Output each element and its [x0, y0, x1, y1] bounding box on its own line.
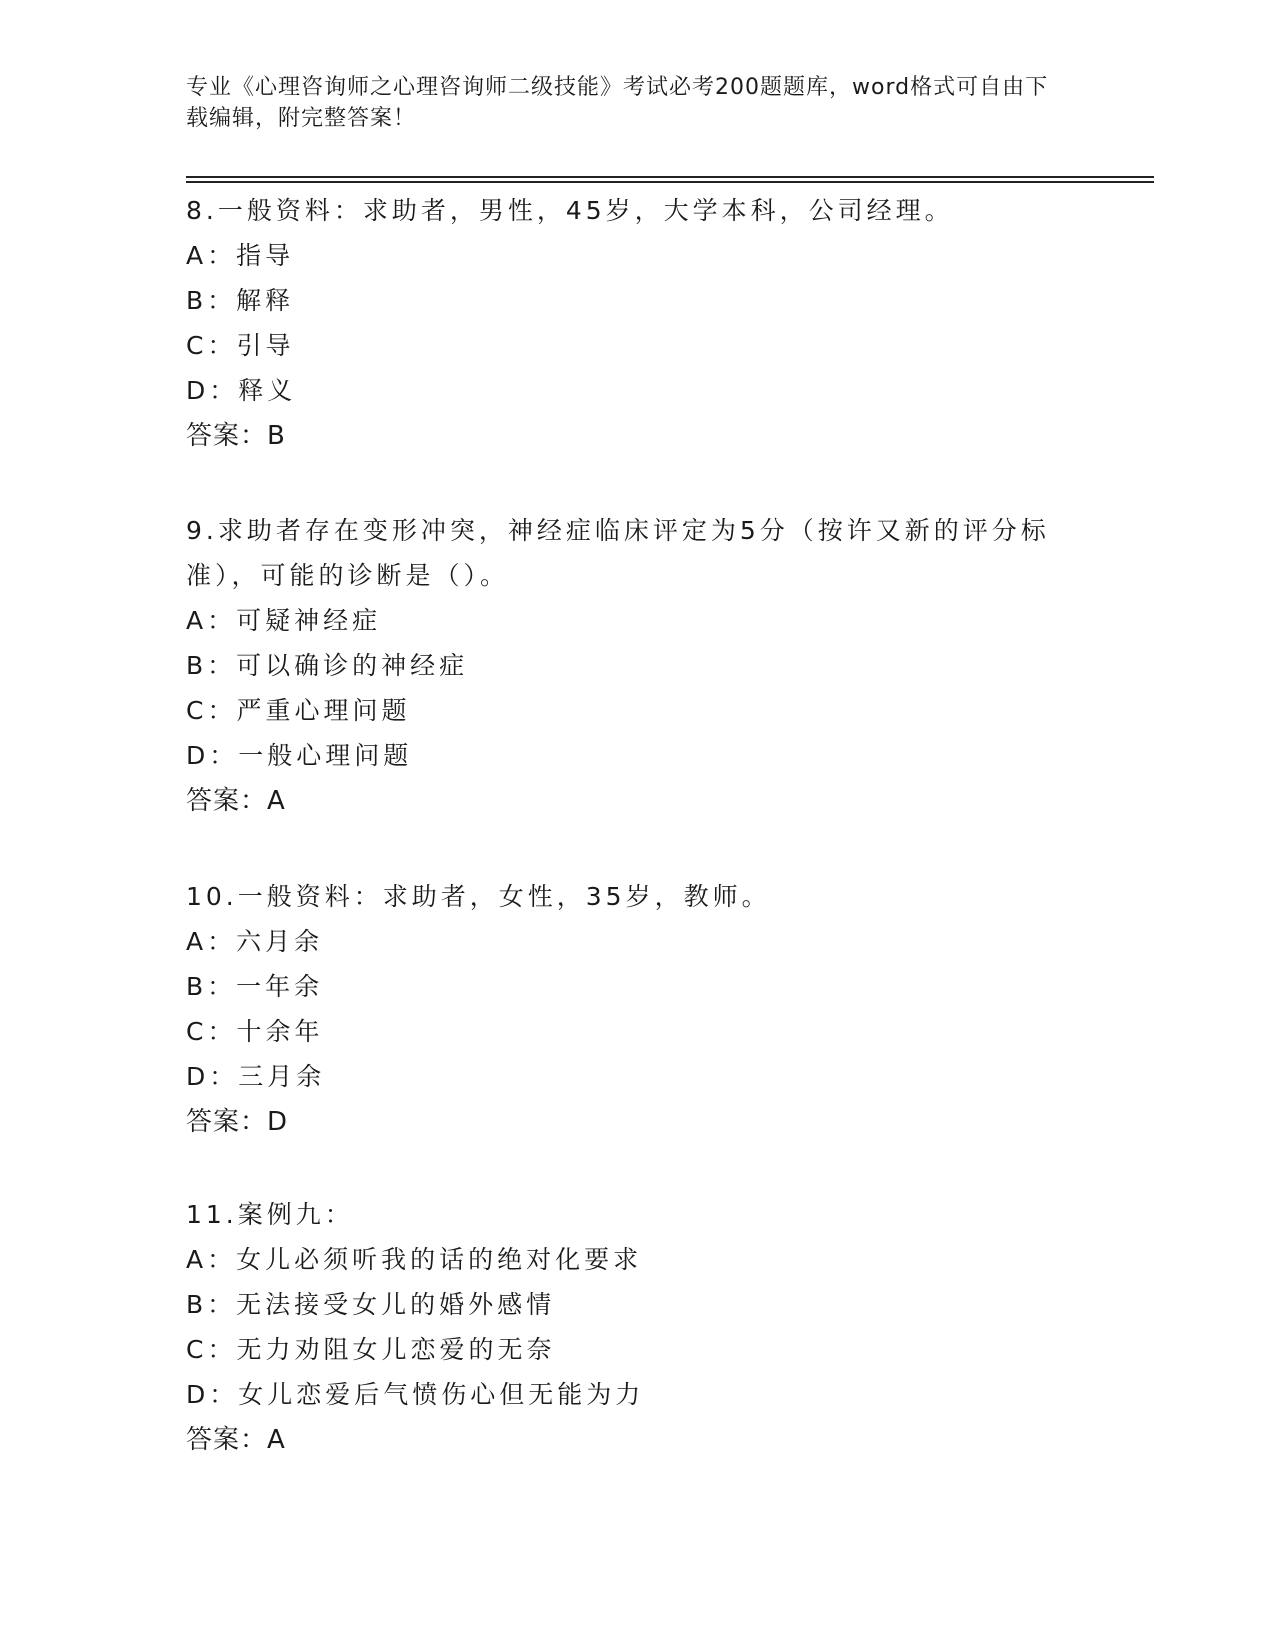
option-b: B：解释	[186, 286, 295, 315]
option-b: B：一年余	[186, 972, 324, 1001]
option-a: A：女儿必须听我的话的绝对化要求	[186, 1245, 643, 1274]
header-divider-bottom	[186, 181, 1154, 183]
option-c: C：引导	[186, 331, 295, 360]
question-stem: 8.一般资料：求助者，男性，45岁，大学本科，公司经理。	[186, 196, 954, 225]
document-header	[186, 72, 1056, 134]
question-10	[186, 874, 1066, 1145]
header-text: 专业《心理咨询师之心理咨询师二级技能》考试必考200题题库，word格式可自由下载编辑，附完整答案！	[186, 75, 1049, 131]
question-9	[186, 508, 1066, 824]
option-c: C：十余年	[186, 1017, 324, 1046]
question-11	[186, 1192, 1066, 1463]
answer-text: 答案：A	[186, 1425, 286, 1455]
question-stem: 11.案例九：	[186, 1200, 354, 1229]
header-divider-top	[186, 176, 1154, 178]
option-b: B：可以确诊的神经症	[186, 651, 469, 680]
option-c: C：无力劝阻女儿恋爱的无奈	[186, 1335, 556, 1364]
answer-text: 答案：A	[186, 786, 286, 816]
option-a: A：六月余	[186, 927, 324, 956]
option-d: D：女儿恋爱后气愤伤心但无能为力	[186, 1380, 645, 1409]
question-stem: 10.一般资料：求助者，女性，35岁，教师。	[186, 882, 771, 911]
question-8	[186, 188, 1066, 459]
option-d: D：三月余	[186, 1062, 326, 1091]
option-d: D：一般心理问题	[186, 741, 413, 770]
question-stem: 9.求助者存在变形冲突，神经症临床评定为5分（按许又新的评分标准），可能的诊断是（）。	[186, 516, 1050, 590]
answer-text: 答案：B	[186, 421, 286, 451]
option-a: A：指导	[186, 241, 295, 270]
option-a: A：可疑神经症	[186, 606, 382, 635]
answer-text: 答案：D	[186, 1107, 289, 1137]
option-b: B：无法接受女儿的婚外感情	[186, 1290, 556, 1319]
option-d: D：释义	[186, 376, 297, 405]
option-c: C：严重心理问题	[186, 696, 411, 725]
